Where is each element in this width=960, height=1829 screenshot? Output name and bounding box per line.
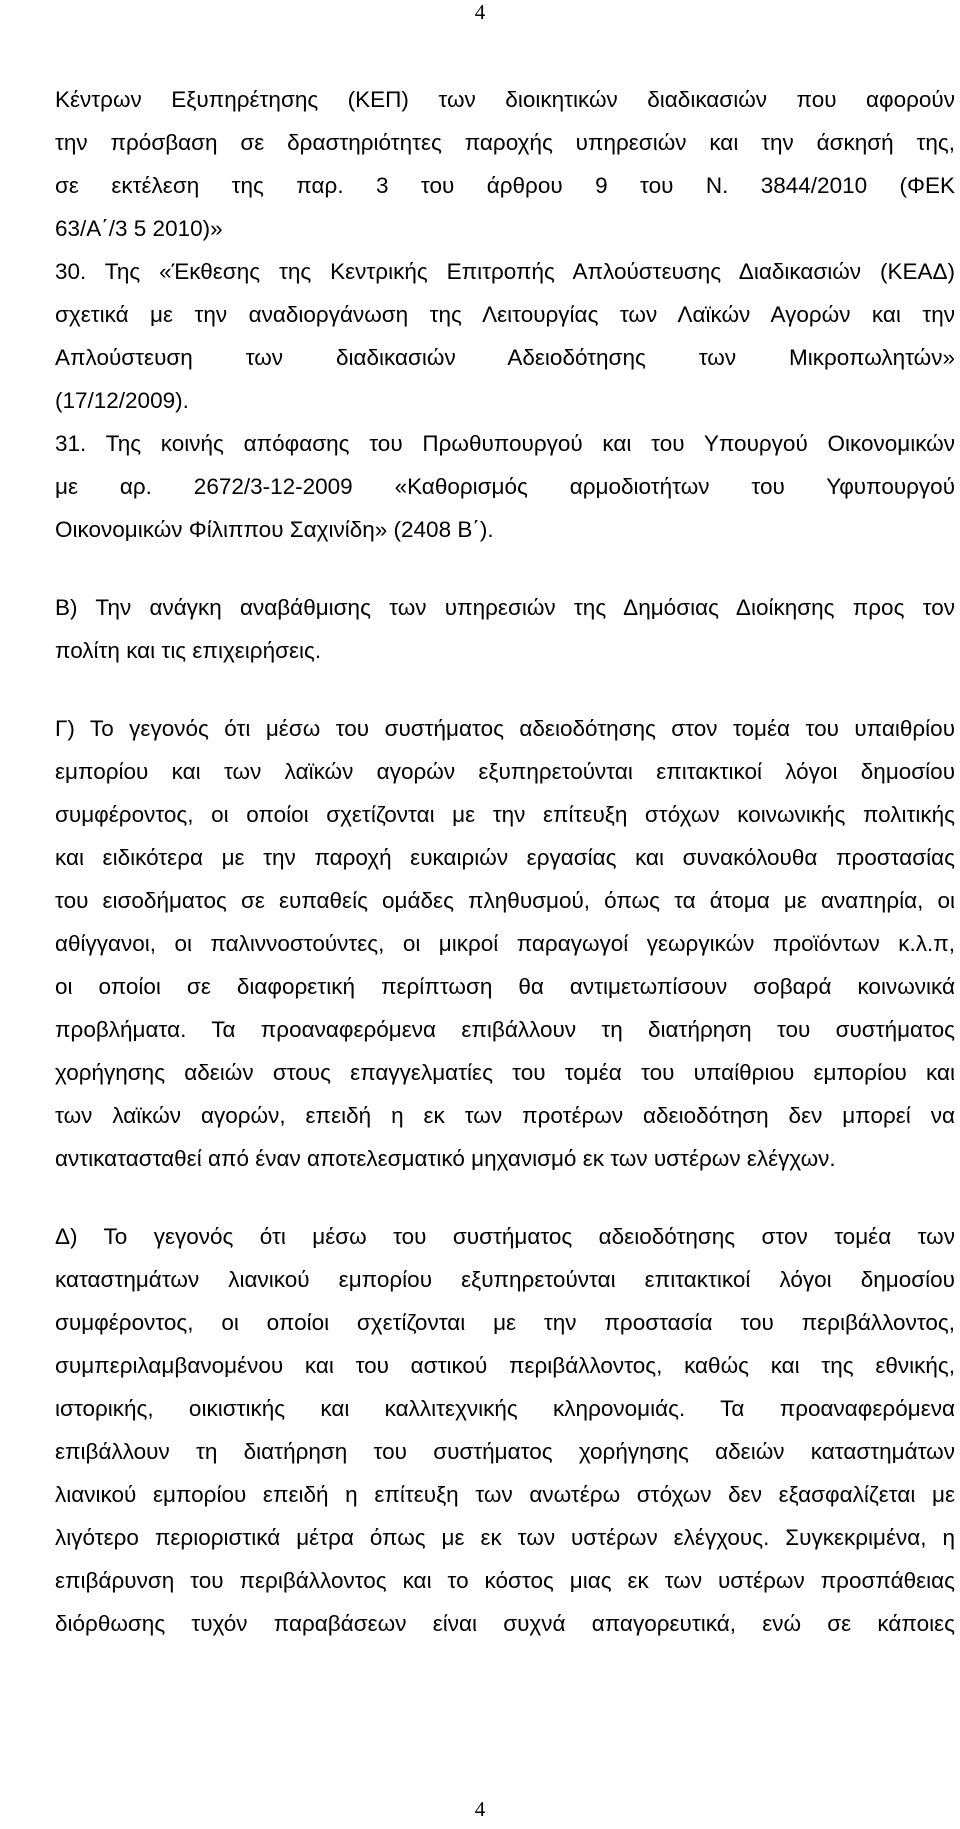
text-line: συμφέροντος, οι οποίοι σχετίζονται με την προστασία του περιβάλλοντος,	[55, 1310, 955, 1335]
text-line: Γ) Το γεγονός ότι μέσω του συστήματος αδειοδότησης στον τομέα του υπαιθρίου	[55, 716, 955, 741]
text-line: και ειδικότερα με την παροχή ευκαιριών εργασίας και συνακόλουθα προστασίας	[55, 845, 955, 870]
text-line: καταστημάτων λιανικού εμπορίου εξυπηρετούνται επιτακτικοί λόγοι δημοσίου	[55, 1267, 955, 1292]
list-item-31	[55, 422, 955, 551]
text-line: 30. Της «Έκθεσης της Κεντρικής Επιτροπής Απλούστευσης Διαδικασιών (ΚΕΑΔ)	[55, 259, 955, 284]
spacer	[55, 1180, 955, 1215]
text-line: σχετικά με την αναδιοργάνωση της Λειτουργίας των Λαϊκών Αγορών και την	[55, 302, 955, 327]
text-line: την πρόσβαση σε δραστηριότητες παροχής υπηρεσιών και την άσκησή της,	[55, 130, 955, 155]
spacer	[55, 672, 955, 707]
section-d-paragraph	[55, 1215, 955, 1645]
text-line: εμπορίου και των λαϊκών αγορών εξυπηρετούνται επιτακτικοί λόγοι δημοσίου	[55, 759, 955, 784]
text-line: Οικονομικών Φίλιππου Σαχινίδη» (2408 Β΄).	[55, 517, 494, 542]
text-line: λιγότερο περιοριστικά μέτρα όπως με εκ των υστέρων ελέγχους. Συγκεκριμένα, η	[55, 1525, 955, 1550]
text-line: συμφέροντος, οι οποίοι σχετίζονται με την επίτευξη στόχων κοινωνικής πολιτικής	[55, 802, 955, 827]
text-line: προβλήματα. Τα προαναφερόμενα επιβάλλουν τη διατήρηση του συστήματος	[55, 1017, 955, 1042]
page-number-bottom: 4	[474, 1797, 486, 1821]
text-line: ιστορικής, οικιστικής και καλλιτεχνικής κληρονομιάς. Τα προαναφερόμενα	[55, 1396, 955, 1421]
text-line: του εισοδήματος σε ευπαθείς ομάδες πληθυσμού, όπως τα άτομα με αναπηρία, οι	[55, 888, 955, 913]
text-line: Δ) Το γεγονός ότι μέσω του συστήματος αδειοδότησης στον τομέα των	[55, 1224, 955, 1249]
text-line: Β) Την ανάγκη αναβάθμισης των υπηρεσιών της Δημόσιας Διοίκησης προς τον	[55, 595, 955, 620]
text-line: Απλούστευση των διαδικασιών Αδειοδότησης των Μικροπωλητών»	[55, 345, 955, 370]
text-line: επιβάρυνση του περιβάλλοντος και το κόστος μιας εκ των υστέρων προσπάθειας	[55, 1568, 955, 1593]
text-line: με αρ. 2672/3-12-2009 «Καθορισμός αρμοδιοτήτων του Υφυπουργού	[55, 474, 955, 499]
text-line: διόρθωσης τυχόν παραβάσεων είναι συχνά απαγορευτικά, ενώ σε κάποιες	[55, 1611, 955, 1636]
section-b-paragraph	[55, 586, 955, 672]
text-line: 31. Της κοινής απόφασης του Πρωθυπουργού και του Υπουργού Οικονομικών	[55, 431, 955, 456]
text-line: επιβάλλουν τη διατήρηση του συστήματος χορήγησης αδειών καταστημάτων	[55, 1439, 955, 1464]
text-line: συμπεριλαμβανομένου και του αστικού περιβάλλοντος, καθώς και της εθνικής,	[55, 1353, 955, 1378]
text-line: αθίγγανοι, οι παλιννοστούντες, οι μικροί παραγωγοί γεωργικών προϊόντων κ.λ.π,	[55, 931, 955, 956]
text-line: 63/Α΄/3 5 2010)»	[55, 216, 223, 241]
spacer	[55, 551, 955, 586]
item-29-continuation	[55, 78, 955, 250]
text-line: Κέντρων Εξυπηρέτησης (ΚΕΠ) των διοικητικών διαδικασιών που αφορούν	[55, 87, 955, 112]
text-line: χορήγησης αδειών στους επαγγελματίες του τομέα του υπαίθριου εμπορίου και	[55, 1060, 955, 1085]
section-c-paragraph	[55, 707, 955, 1180]
text-line: των λαϊκών αγορών, επειδή η εκ των προτέρων αδειοδότηση δεν μπορεί να	[55, 1103, 955, 1128]
text-line: λιανικού εμπορίου επειδή η επίτευξη των ανωτέρω στόχων δεν εξασφαλίζεται με	[55, 1482, 955, 1507]
page-number-top: 4	[474, 0, 486, 24]
text-line: αντικατασταθεί από έναν αποτελεσματικό μηχανισμό εκ των υστέρων ελέγχων.	[55, 1146, 836, 1171]
list-item-30	[55, 250, 955, 422]
text-line: (17/12/2009).	[55, 388, 189, 413]
document-body	[55, 78, 955, 1645]
text-line: πολίτη και τις επιχειρήσεις.	[55, 638, 322, 663]
text-line: σε εκτέλεση της παρ. 3 του άρθρου 9 του Ν. 3844/2010 (ΦΕΚ	[55, 173, 955, 198]
text-line: οι οποίοι σε διαφορετική περίπτωση θα αντιμετωπίσουν σοβαρά κοινωνικά	[55, 974, 955, 999]
